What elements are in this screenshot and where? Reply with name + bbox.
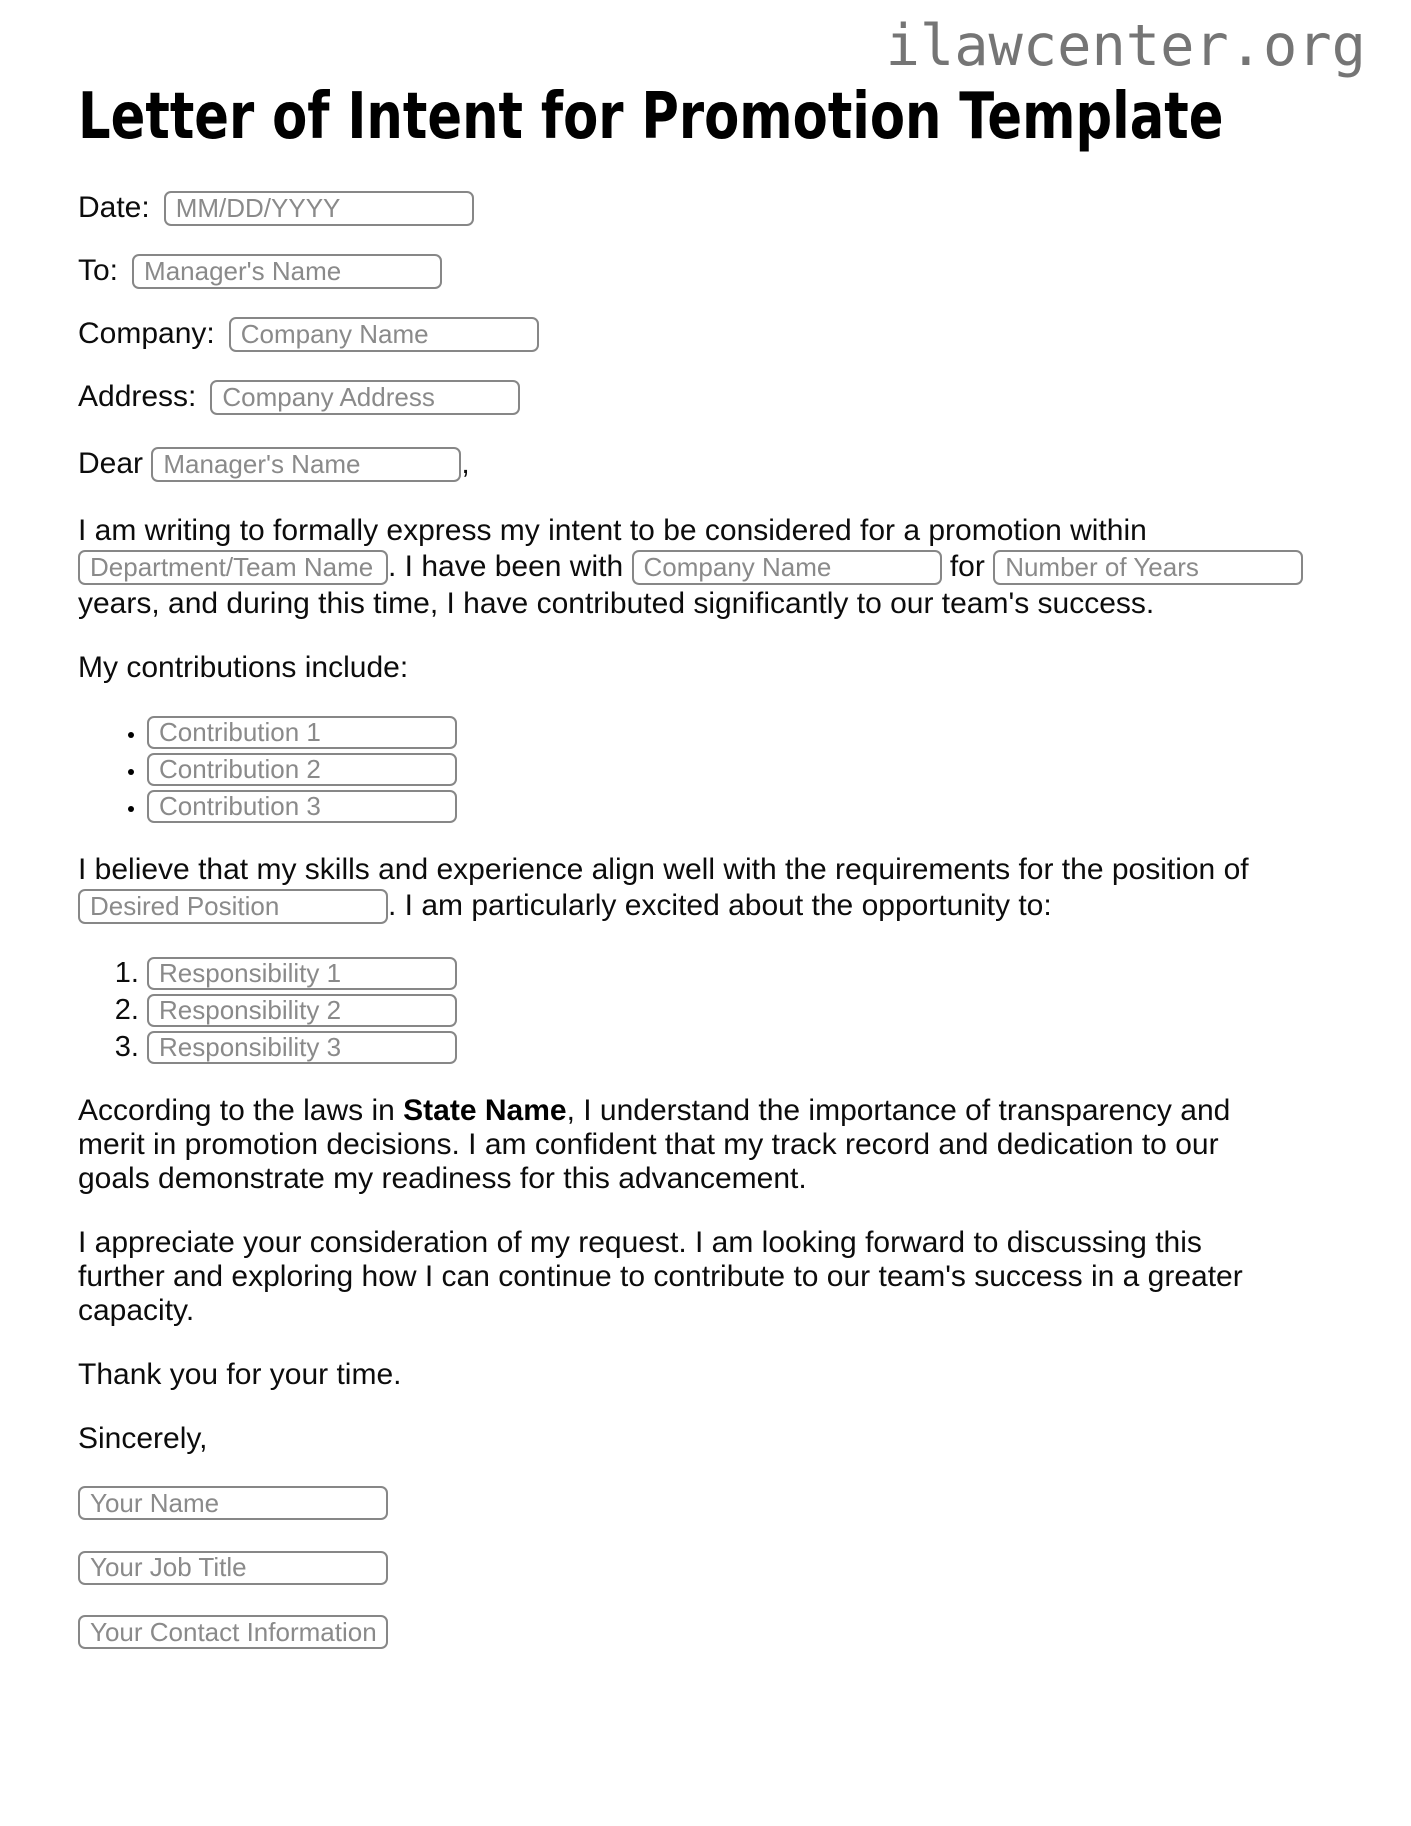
intro-paragraph bbox=[78, 514, 1366, 621]
salutation-line bbox=[78, 445, 1366, 484]
address-field-row-label: Address: bbox=[78, 380, 197, 414]
address-field-row bbox=[78, 380, 1366, 415]
responsibility-3-input[interactable] bbox=[147, 1031, 457, 1064]
contribution-3-input[interactable] bbox=[147, 790, 457, 823]
your-contact-information-input[interactable] bbox=[78, 1615, 388, 1649]
salutation-manager-name-input[interactable] bbox=[151, 447, 461, 482]
department-team-name-input[interactable] bbox=[78, 550, 388, 585]
text-run: for bbox=[941, 549, 994, 583]
site-logo: ilawcenter.org bbox=[885, 13, 1366, 79]
text-run: I appreciate your consideration of my request. I am looking forward to discussing this bbox=[78, 1225, 1202, 1259]
bold-text-run: State Name bbox=[403, 1093, 567, 1127]
number-of-years-input[interactable] bbox=[993, 550, 1303, 585]
text-run: goals demonstrate my readiness for this advancement. bbox=[78, 1161, 807, 1195]
position-paragraph bbox=[78, 853, 1366, 926]
responsibility-2-input[interactable] bbox=[147, 994, 457, 1027]
text-run: merit in promotion decisions. I am confident that my track record and dedication to our bbox=[78, 1127, 1219, 1161]
date-field-row bbox=[78, 191, 1366, 226]
date-input[interactable] bbox=[164, 191, 474, 226]
text-run: I am writing to formally express my intent to be considered for a promotion within bbox=[78, 513, 1147, 547]
list-item bbox=[147, 1030, 1366, 1064]
company-field-row-label: Company: bbox=[78, 317, 215, 351]
list-item bbox=[147, 752, 1366, 786]
your-job-title-row bbox=[78, 1550, 1366, 1585]
document-body bbox=[78, 191, 1366, 1650]
list-item bbox=[147, 993, 1366, 1027]
your-job-title-input[interactable] bbox=[78, 1551, 388, 1585]
company-address-input[interactable] bbox=[210, 380, 520, 415]
thanks-line: Thank you for your time. bbox=[78, 1357, 402, 1391]
date-field-row-label: Date: bbox=[78, 191, 150, 225]
responsibility-1-input[interactable] bbox=[147, 957, 457, 990]
text-run: . I am particularly excited about the opportunity to: bbox=[388, 888, 1052, 922]
your-name-row bbox=[78, 1486, 1366, 1521]
to-manager-name-input[interactable] bbox=[132, 254, 442, 289]
text-run: Dear bbox=[78, 446, 152, 480]
responsibilities-list bbox=[78, 956, 1366, 1064]
list-item bbox=[147, 789, 1366, 823]
your-name-input[interactable] bbox=[78, 1486, 388, 1520]
appreciation-paragraph bbox=[78, 1226, 1366, 1328]
contribution-2-input[interactable] bbox=[147, 753, 457, 786]
closing-line: Sincerely, bbox=[78, 1421, 208, 1455]
company-name-input[interactable] bbox=[229, 317, 539, 352]
laws-paragraph bbox=[78, 1094, 1366, 1196]
text-run: years, and during this time, I have contributed significantly to our team's success. bbox=[78, 586, 1155, 620]
text-run: . I have been with bbox=[388, 549, 632, 583]
text-run: , bbox=[461, 446, 470, 480]
list-item bbox=[147, 715, 1366, 749]
contributions-list bbox=[78, 715, 1366, 823]
to-field-row bbox=[78, 254, 1366, 289]
contribution-1-input[interactable] bbox=[147, 716, 457, 749]
text-run: According to the laws in bbox=[78, 1093, 404, 1127]
text-run: I believe that my skills and experience align well with the requirements for the position of bbox=[78, 852, 1249, 886]
text-run: capacity. bbox=[78, 1293, 195, 1327]
contributions-heading: My contributions include: bbox=[78, 650, 409, 684]
desired-position-input[interactable] bbox=[78, 889, 388, 924]
list-item bbox=[147, 956, 1366, 990]
page-title: Letter of Intent for Promotion Template bbox=[78, 79, 1224, 154]
your-contact-row bbox=[78, 1615, 1366, 1650]
inline-company-name-input[interactable] bbox=[632, 550, 942, 585]
text-run: further and exploring how I can continue to contribute to our team's success in a greater bbox=[78, 1259, 1243, 1293]
company-field-row bbox=[78, 317, 1366, 352]
text-run: , I understand the importance of transparency and bbox=[566, 1093, 1231, 1127]
to-field-row-label: To: bbox=[78, 254, 119, 288]
